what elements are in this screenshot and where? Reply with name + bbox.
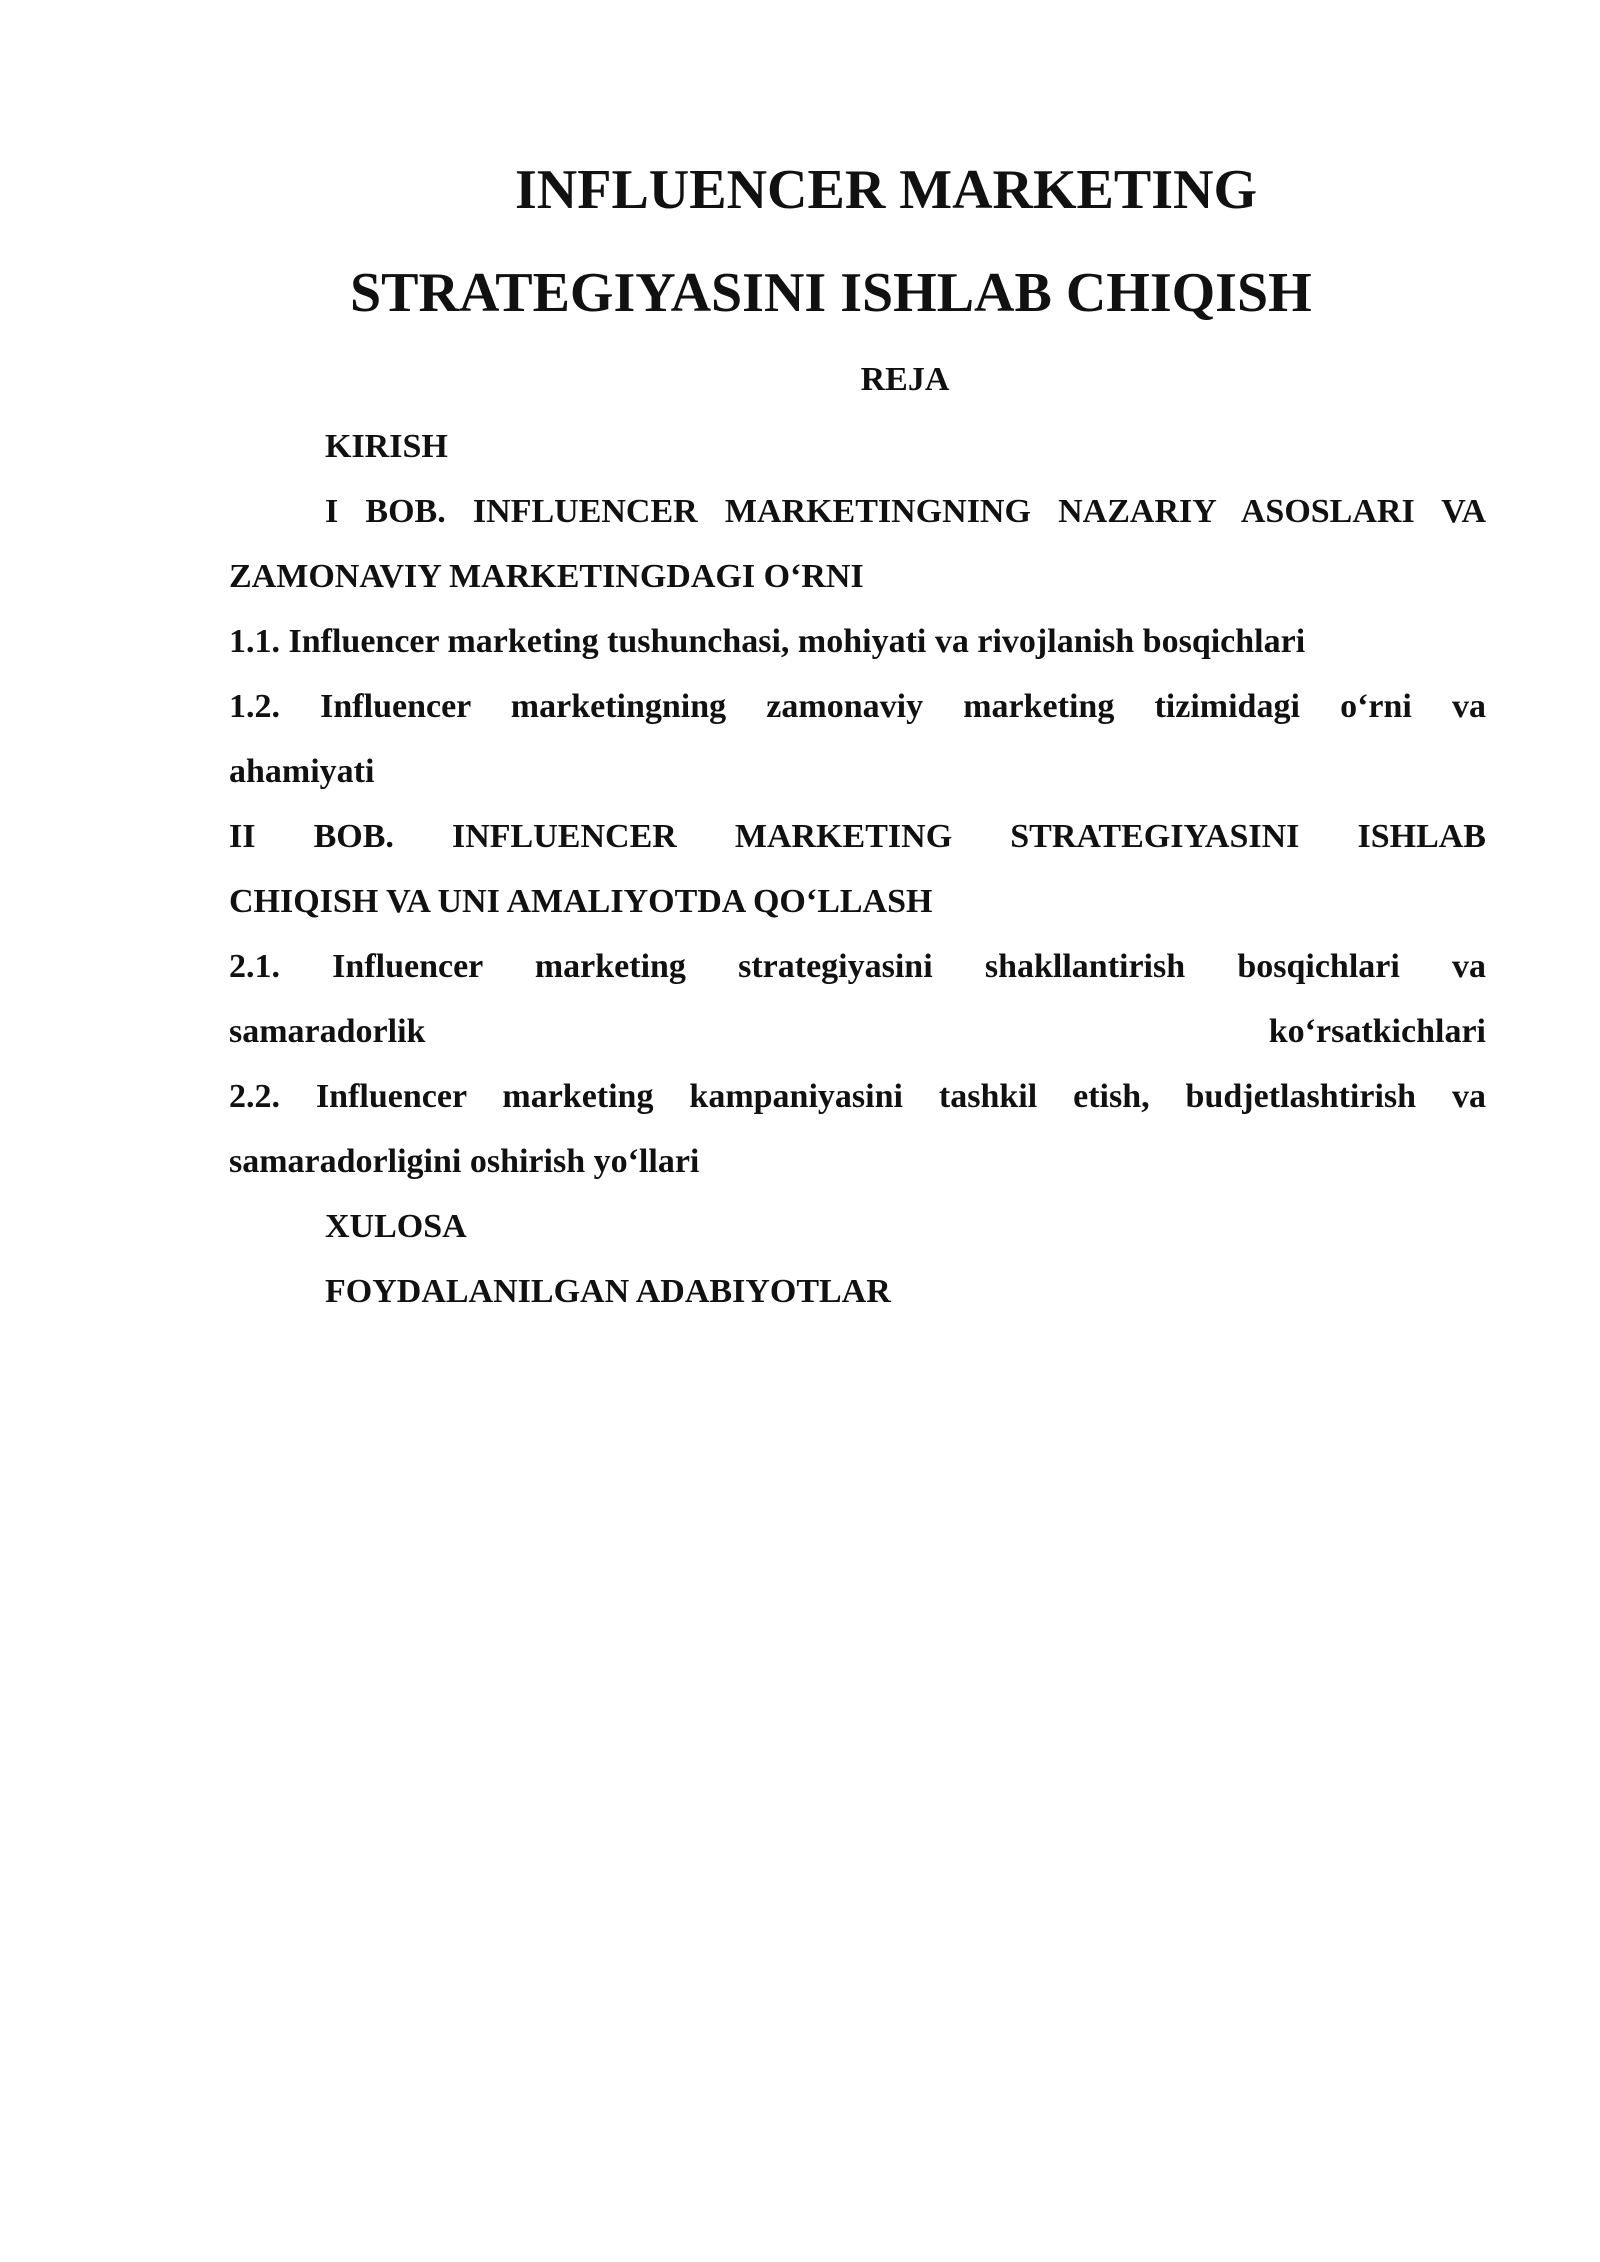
toc-section-2-2-line1: 2.2. Influencer marketing kampaniyasini tashkil etish, budjetlashtirish va xyxy=(229,1078,1486,1115)
document-title-line-1: INFLUENCER MARKETING xyxy=(515,159,1258,221)
toc-section-2-1-line1: 2.1. Influencer marketing strategiyasini shakllantirish bosqichlari va xyxy=(229,948,1486,985)
toc-references: FOYDALANILGAN ADABIYOTLAR xyxy=(325,1273,891,1310)
toc-chapter2-line2: CHIQISH VA UNI AMALIYOTDA QO‘LLASH xyxy=(229,883,933,920)
document-title-line-2: STRATEGIYASINI ISHLAB CHIQISH xyxy=(350,262,1312,324)
toc-conclusion: XULOSA xyxy=(325,1208,467,1245)
toc-chapter1-line1: I BOB. INFLUENCER MARKETINGNING NAZARIY ASOSLARI VA xyxy=(325,493,1486,530)
plan-heading: REJA xyxy=(860,361,950,398)
toc-section-1-2-line1: 1.2. Influencer marketingning zamonaviy marketing tizimidagi o‘rni va xyxy=(229,688,1486,725)
toc-chapter1-line2: ZAMONAVIY MARKETINGDAGI O‘RNI xyxy=(229,558,864,595)
toc-chapter2-line1: II BOB. INFLUENCER MARKETING STRATEGIYASINI ISHLAB xyxy=(229,818,1486,855)
toc-section-1-1: 1.1. Influencer marketing tushunchasi, mohiyati va rivojlanish bosqichlari xyxy=(229,623,1306,660)
toc-section-2-2-line2: samaradorligini oshirish yo‘llari xyxy=(229,1143,700,1180)
toc-intro: KIRISH xyxy=(325,428,448,465)
toc-section-1-2-line2: ahamiyati xyxy=(229,753,375,790)
toc-section-2-1-line2: samaradorlik ko‘rsatkichlari xyxy=(229,1013,1486,1050)
